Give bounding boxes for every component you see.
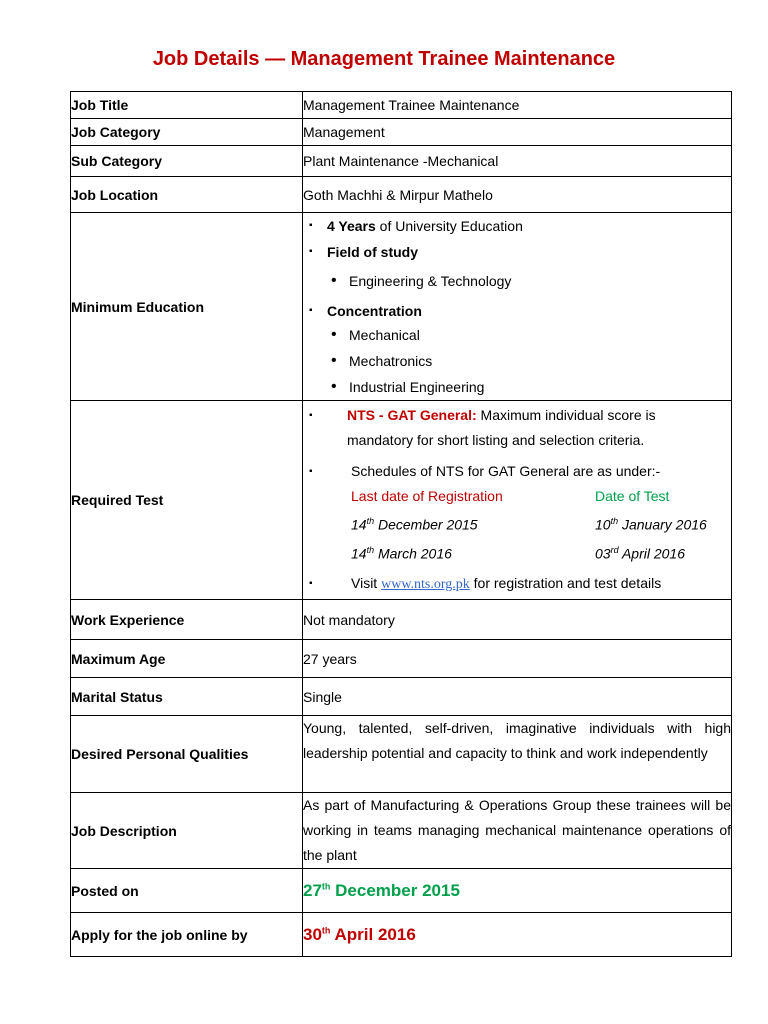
list-item: ▪ NTS - GAT General: Maximum individual score is mandatory for short listing and selection criteria.: [303, 403, 731, 453]
schedule-header: Last date of Registration Date of Test: [351, 487, 670, 504]
required-test-cell: [303, 401, 732, 600]
row-value: Not mandatory: [303, 600, 732, 640]
row-label: Sub Category: [71, 146, 303, 177]
nts-website-link[interactable]: www.nts.org.pk: [381, 577, 470, 593]
table-row: [71, 716, 732, 793]
row-label: Work Experience: [71, 600, 303, 640]
row-label: Required Test: [71, 401, 303, 600]
row-label: Job Category: [71, 119, 303, 146]
schedule-row: 14th March 2016 03rd April 2016: [351, 544, 686, 562]
table-row: [71, 119, 732, 146]
row-value: 27 years: [303, 640, 732, 678]
posted-date: 27th December 2015: [303, 869, 732, 913]
row-label: Apply for the job online by: [71, 913, 303, 957]
row-value: Single: [303, 678, 732, 716]
table-row: [71, 177, 732, 213]
row-value: Young, talented, self-driven, imaginative individuals with high leadership potential and capacity to think and work independently: [303, 716, 732, 793]
list-item: ▪ 4 Years of University Education: [303, 213, 731, 239]
apply-deadline: 30th April 2016: [303, 913, 732, 957]
row-value: Goth Machhi & Mirpur Mathelo: [303, 177, 732, 213]
list-item: • Mechatronics: [303, 348, 731, 374]
row-label: Job Description: [71, 793, 303, 869]
education-cell: [303, 213, 732, 401]
table-row: [71, 213, 732, 401]
row-value: Plant Maintenance -Mechanical: [303, 146, 732, 177]
table-row: [71, 678, 732, 716]
row-value: Management Trainee Maintenance: [303, 92, 732, 119]
table-row: [71, 92, 732, 119]
row-label: Maximum Age: [71, 640, 303, 678]
row-label: Desired Personal Qualities: [71, 716, 303, 793]
row-label: Job Location: [71, 177, 303, 213]
table-row: [71, 600, 732, 640]
list-item: ▪ Schedules of NTS for GAT General are as under:-: [303, 459, 731, 484]
row-value: As part of Manufacturing & Operations Group these trainees will be working in teams managing mechanical maintenance operations of the plant: [303, 793, 732, 869]
list-item: ▪ Field of study: [303, 239, 731, 265]
row-label: Posted on: [71, 869, 303, 913]
table-row: [71, 401, 732, 600]
row-label: Job Title: [71, 92, 303, 119]
row-value: Management: [303, 119, 732, 146]
table-row: [71, 869, 732, 913]
list-item: ▪ Visit www.nts.org.pk for registration and test details: [303, 571, 731, 597]
table-row: [71, 640, 732, 678]
schedule-row: 14th December 2015 10th January 2016: [351, 515, 707, 533]
table-row: [71, 793, 732, 869]
list-item: ▪ Concentration: [303, 298, 731, 324]
row-label: Minimum Education: [71, 213, 303, 401]
row-label: Marital Status: [71, 678, 303, 716]
table-row: [71, 913, 732, 957]
list-item: • Mechanical: [303, 322, 731, 348]
table-row: [71, 146, 732, 177]
page-title: Job Details — Management Trainee Maintenance: [152, 48, 616, 70]
list-item: • Industrial Engineering: [303, 374, 731, 400]
list-item: • Engineering & Technology: [303, 268, 731, 294]
job-details-table: [70, 91, 732, 957]
